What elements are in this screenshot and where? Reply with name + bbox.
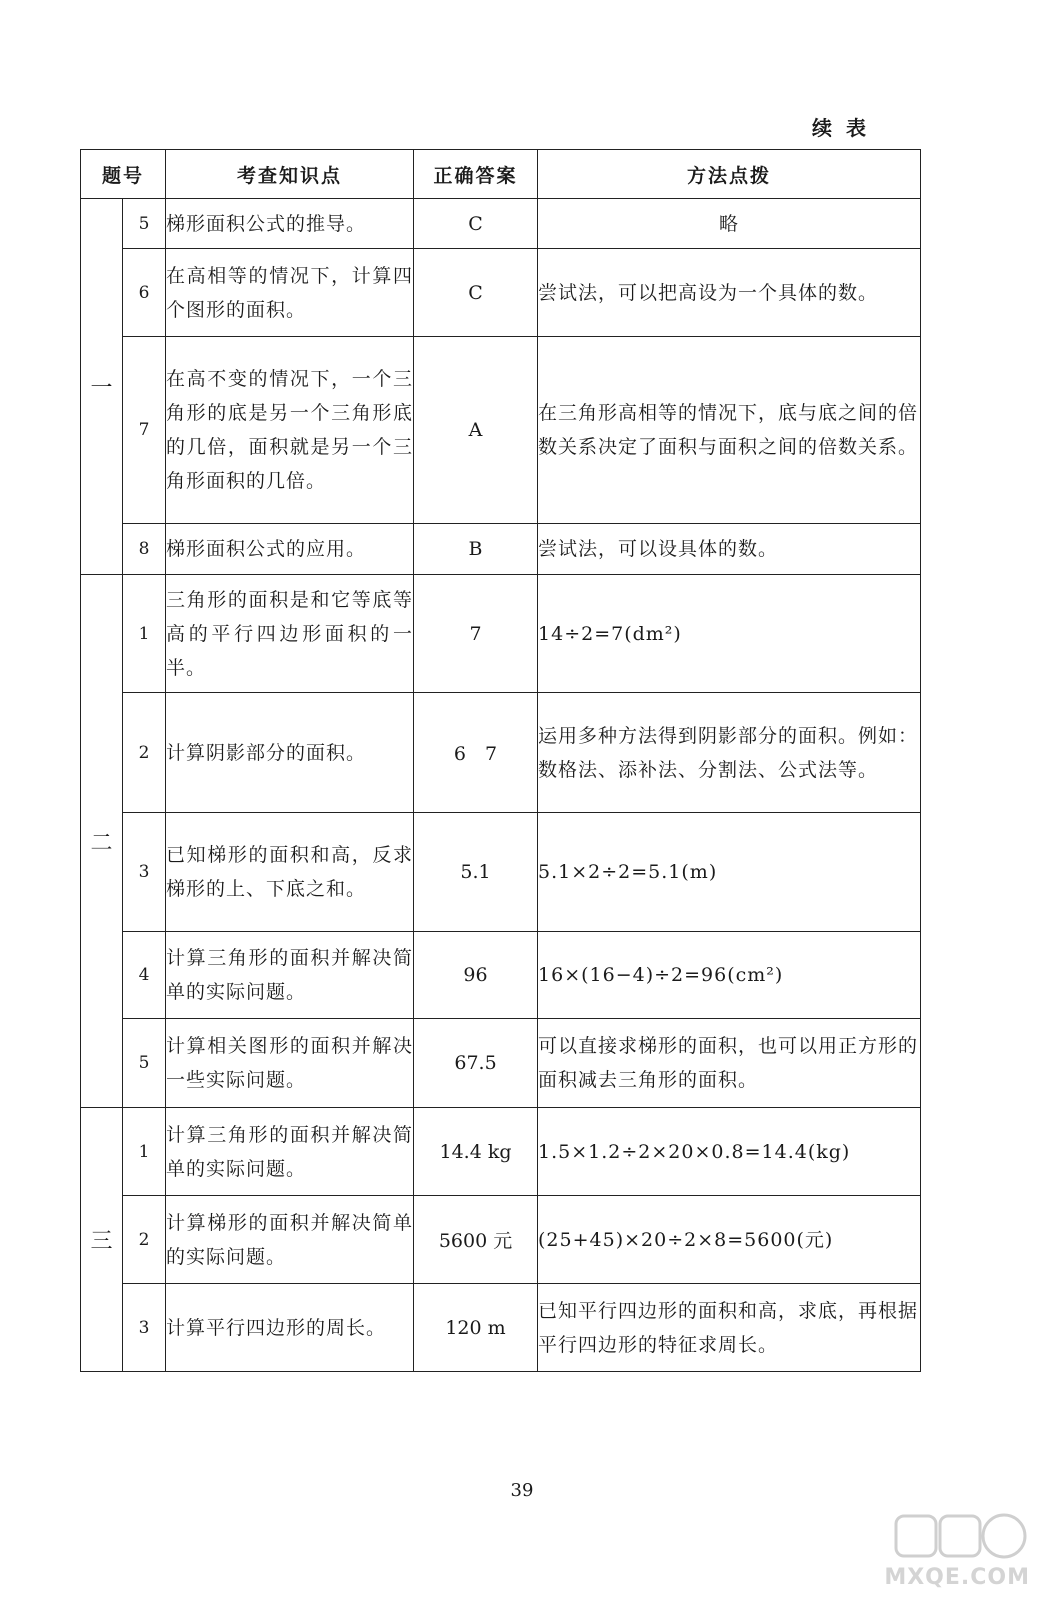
- table-row: [81, 575, 921, 693]
- question-number: 6: [123, 249, 166, 337]
- table-row: [81, 337, 921, 524]
- answer-circle-logo-icon: [892, 1510, 1032, 1568]
- question-number: 1: [123, 575, 166, 693]
- question-number: 7: [123, 337, 166, 524]
- method-tip: 尝试法，可以设具体的数。: [538, 524, 921, 575]
- table-row: [81, 813, 921, 932]
- method-tip: (25+45)×20÷2×8=5600(元): [538, 1196, 921, 1284]
- table-row: [81, 199, 921, 249]
- knowledge-point: 在高相等的情况下，计算四个图形的面积。: [166, 249, 414, 337]
- method-tip: 已知平行四边形的面积和高，求底，再根据平行四边形的特征求周长。: [538, 1284, 921, 1372]
- correct-answer: 14.4 kg: [414, 1108, 538, 1196]
- method-tip: 16×(16−4)÷2=96(cm²): [538, 932, 921, 1019]
- correct-answer: 96: [414, 932, 538, 1019]
- correct-answer: 7: [414, 575, 538, 693]
- knowledge-point: 计算梯形的面积并解决简单的实际问题。: [166, 1196, 414, 1284]
- knowledge-point: 计算三角形的面积并解决简单的实际问题。: [166, 932, 414, 1019]
- correct-answer: 5600 元: [414, 1196, 538, 1284]
- method-tip: 运用多种方法得到阴影部分的面积。例如：数格法、添补法、分割法、公式法等。: [538, 693, 921, 813]
- header-correct-answer: 正确答案: [414, 150, 538, 199]
- header-method-tip: 方法点拨: [538, 150, 921, 199]
- table-row: [81, 693, 921, 813]
- table-row: [81, 1108, 921, 1196]
- question-number: 3: [123, 813, 166, 932]
- watermark: [838, 1510, 1038, 1598]
- correct-answer: 67.5: [414, 1019, 538, 1108]
- method-tip: 14÷2=7(dm²): [538, 575, 921, 693]
- correct-answer: 120 m: [414, 1284, 538, 1372]
- correct-answer: B: [414, 524, 538, 575]
- watermark-text: MXQE.COM: [884, 1565, 1030, 1590]
- header-knowledge-point: 考查知识点: [166, 150, 414, 199]
- method-tip: 略: [538, 199, 921, 249]
- correct-answer: 5.1: [414, 813, 538, 932]
- table-caption: 续表: [812, 116, 880, 140]
- table-row: [81, 1196, 921, 1284]
- knowledge-point: 在高不变的情况下，一个三角形的底是另一个三角形底的几倍，面积就是另一个三角形面积的几倍。: [166, 337, 414, 524]
- question-number: 3: [123, 1284, 166, 1372]
- correct-answer: C: [414, 249, 538, 337]
- question-number: 5: [123, 199, 166, 249]
- table-header-row: [81, 150, 921, 199]
- header-question-number: 题号: [81, 150, 166, 199]
- method-tip: 可以直接求梯形的面积，也可以用正方形的面积减去三角形的面积。: [538, 1019, 921, 1108]
- question-number: 2: [123, 1196, 166, 1284]
- method-tip: 5.1×2÷2=5.1(m): [538, 813, 921, 932]
- table-row: [81, 524, 921, 575]
- question-number: 1: [123, 1108, 166, 1196]
- answer-table: [80, 149, 921, 1372]
- knowledge-point: 梯形面积公式的推导。: [166, 199, 414, 249]
- section-label: 二: [81, 575, 123, 1108]
- correct-answer: A: [414, 337, 538, 524]
- knowledge-point: 计算平行四边形的周长。: [166, 1284, 414, 1372]
- table-row: [81, 932, 921, 1019]
- method-tip: 尝试法，可以把高设为一个具体的数。: [538, 249, 921, 337]
- table-row: [81, 1284, 921, 1372]
- method-tip: 在三角形高相等的情况下，底与底之间的倍数关系决定了面积与面积之间的倍数关系。: [538, 337, 921, 524]
- page-number: 39: [510, 1480, 534, 1501]
- knowledge-point: 梯形面积公式的应用。: [166, 524, 414, 575]
- knowledge-point: 已知梯形的面积和高，反求梯形的上、下底之和。: [166, 813, 414, 932]
- question-number: 8: [123, 524, 166, 575]
- correct-answer: C: [414, 199, 538, 249]
- knowledge-point: 计算相关图形的面积并解决一些实际问题。: [166, 1019, 414, 1108]
- knowledge-point: 三角形的面积是和它等底等高的平行四边形面积的一半。: [166, 575, 414, 693]
- knowledge-point: 计算阴影部分的面积。: [166, 693, 414, 813]
- question-number: 5: [123, 1019, 166, 1108]
- correct-answer: 6 7: [414, 693, 538, 813]
- question-number: 4: [123, 932, 166, 1019]
- question-number: 2: [123, 693, 166, 813]
- section-label: 一: [81, 199, 123, 575]
- table-row: [81, 249, 921, 337]
- knowledge-point: 计算三角形的面积并解决简单的实际问题。: [166, 1108, 414, 1196]
- table-row: [81, 1019, 921, 1108]
- section-label: 三: [81, 1108, 123, 1372]
- method-tip: 1.5×1.2÷2×20×0.8=14.4(kg): [538, 1108, 921, 1196]
